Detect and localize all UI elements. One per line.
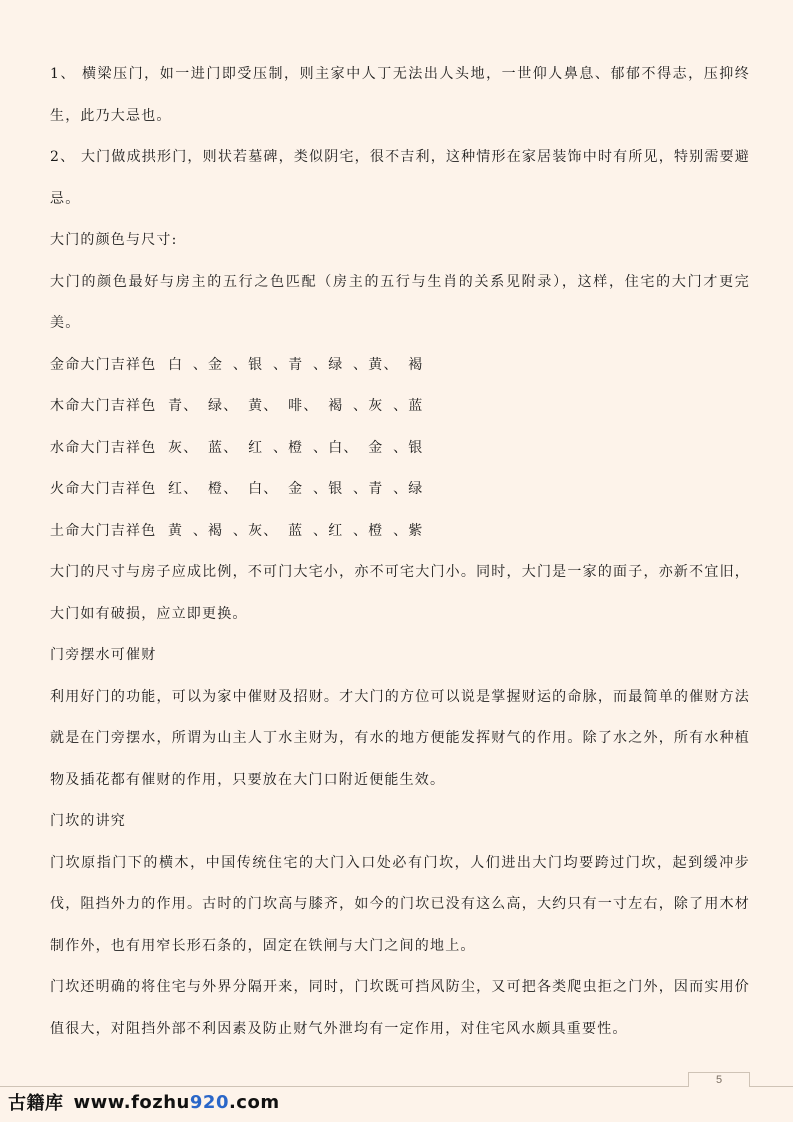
color-row-label: 土命大门吉祥色 (50, 522, 157, 539)
color-row-label: 金命大门吉祥色 (50, 356, 157, 373)
color-row-label: 木命大门吉祥色 (50, 398, 157, 414)
document-body (50, 54, 750, 1050)
paragraph-threshold-function: 门坎还明确的将住宅与外界分隔开来，同时，门坎既可挡风防尘，又可把各类爬虫拒之门外，因而实用价值很大，对阻挡外部不利因素及防止财气外泄均有一定作用，对住宅风水颇具重要性。 (50, 979, 750, 1037)
page-number: 5 (688, 1072, 750, 1087)
watermark-brand: 古籍库 (8, 1093, 64, 1114)
color-row-label: 火命大门吉祥色 (50, 481, 157, 497)
site-watermark (8, 1088, 280, 1116)
color-row-label: 水命大门吉祥色 (50, 439, 157, 456)
paragraph-water-wealth: 利用好门的功能，可以为家中催财及招财。才大门的方位可以说是掌握财运的命脉，而最简单的催财方法就是在门旁摆水，所谓为山主人丁水主财为，有水的地方便能发挥财气的作用。除了水之外，所有水种植物及插花都有催财的作用，只要放在大门口附近便能生效。 (50, 688, 750, 788)
color-row-water (50, 428, 750, 470)
color-row-fire (50, 469, 750, 511)
heading-water-wealth: 门旁摆水可催财 (50, 647, 157, 663)
color-row-values: 白 、金 、银 、青 、绿 、黄、 褐 (168, 356, 424, 373)
heading-threshold: 门坎的讲究 (50, 813, 126, 829)
color-row-values: 青、 绿、 黄、 啡、 褐 、灰 、蓝 (168, 398, 424, 414)
paragraph-door-color: 大门的颜色最好与房主的五行之色匹配（房主的五行与生肖的关系见附录），这样，住宅的大门才更完美。 (50, 273, 750, 331)
watermark-url-suffix: .com (228, 1091, 280, 1113)
paragraph-threshold-origin: 门坎原指门下的横木，中国传统住宅的大门入口处必有门坎，人们进出大门均要跨过门坎，起到缓冲步伐，阻挡外力的作用。古时的门坎高与膝齐，如今的门坎已没有这么高，大约只有一寸左右，除了用木材制作外，也有用窄长形石条的，固定在铁闸与大门之间的地上。 (50, 854, 750, 954)
color-row-wood (50, 386, 750, 428)
color-row-earth (50, 511, 750, 553)
paragraph-arched-door: 2、 大门做成拱形门，则状若墓碑，类似阴宅，很不吉利，这种情形在家居装饰中时有所见，特别需要避忌。 (50, 149, 750, 207)
paragraph-door-size: 大门的尺寸与房子应成比例，不可门大宅小，亦不可宅大门小。同时，大门是一家的面子，亦新不宜旧，大门如有破损，应立即更换。 (50, 564, 750, 622)
footer-divider (0, 1086, 793, 1087)
heading-door-color-size: 大门的颜色与尺寸: (50, 232, 178, 248)
color-row-values: 红、 橙、 白、 金 、银 、青 、绿 (168, 481, 424, 497)
color-row-metal (50, 345, 750, 387)
color-row-values: 黄 、褐 、灰、 蓝 、红 、橙 、紫 (168, 522, 424, 539)
watermark-url-number: 920 (189, 1091, 229, 1113)
paragraph-crossbeam: 1、 横梁压门，如一进门即受压制，则主家中人丁无法出人头地，一世仰人鼻息、郁郁不得志，压抑终生，此乃大忌也。 (50, 66, 750, 124)
watermark-url-part: www.fozhu (73, 1091, 190, 1113)
color-row-values: 灰、 蓝、 红 、橙 、白、 金 、银 (168, 439, 424, 456)
